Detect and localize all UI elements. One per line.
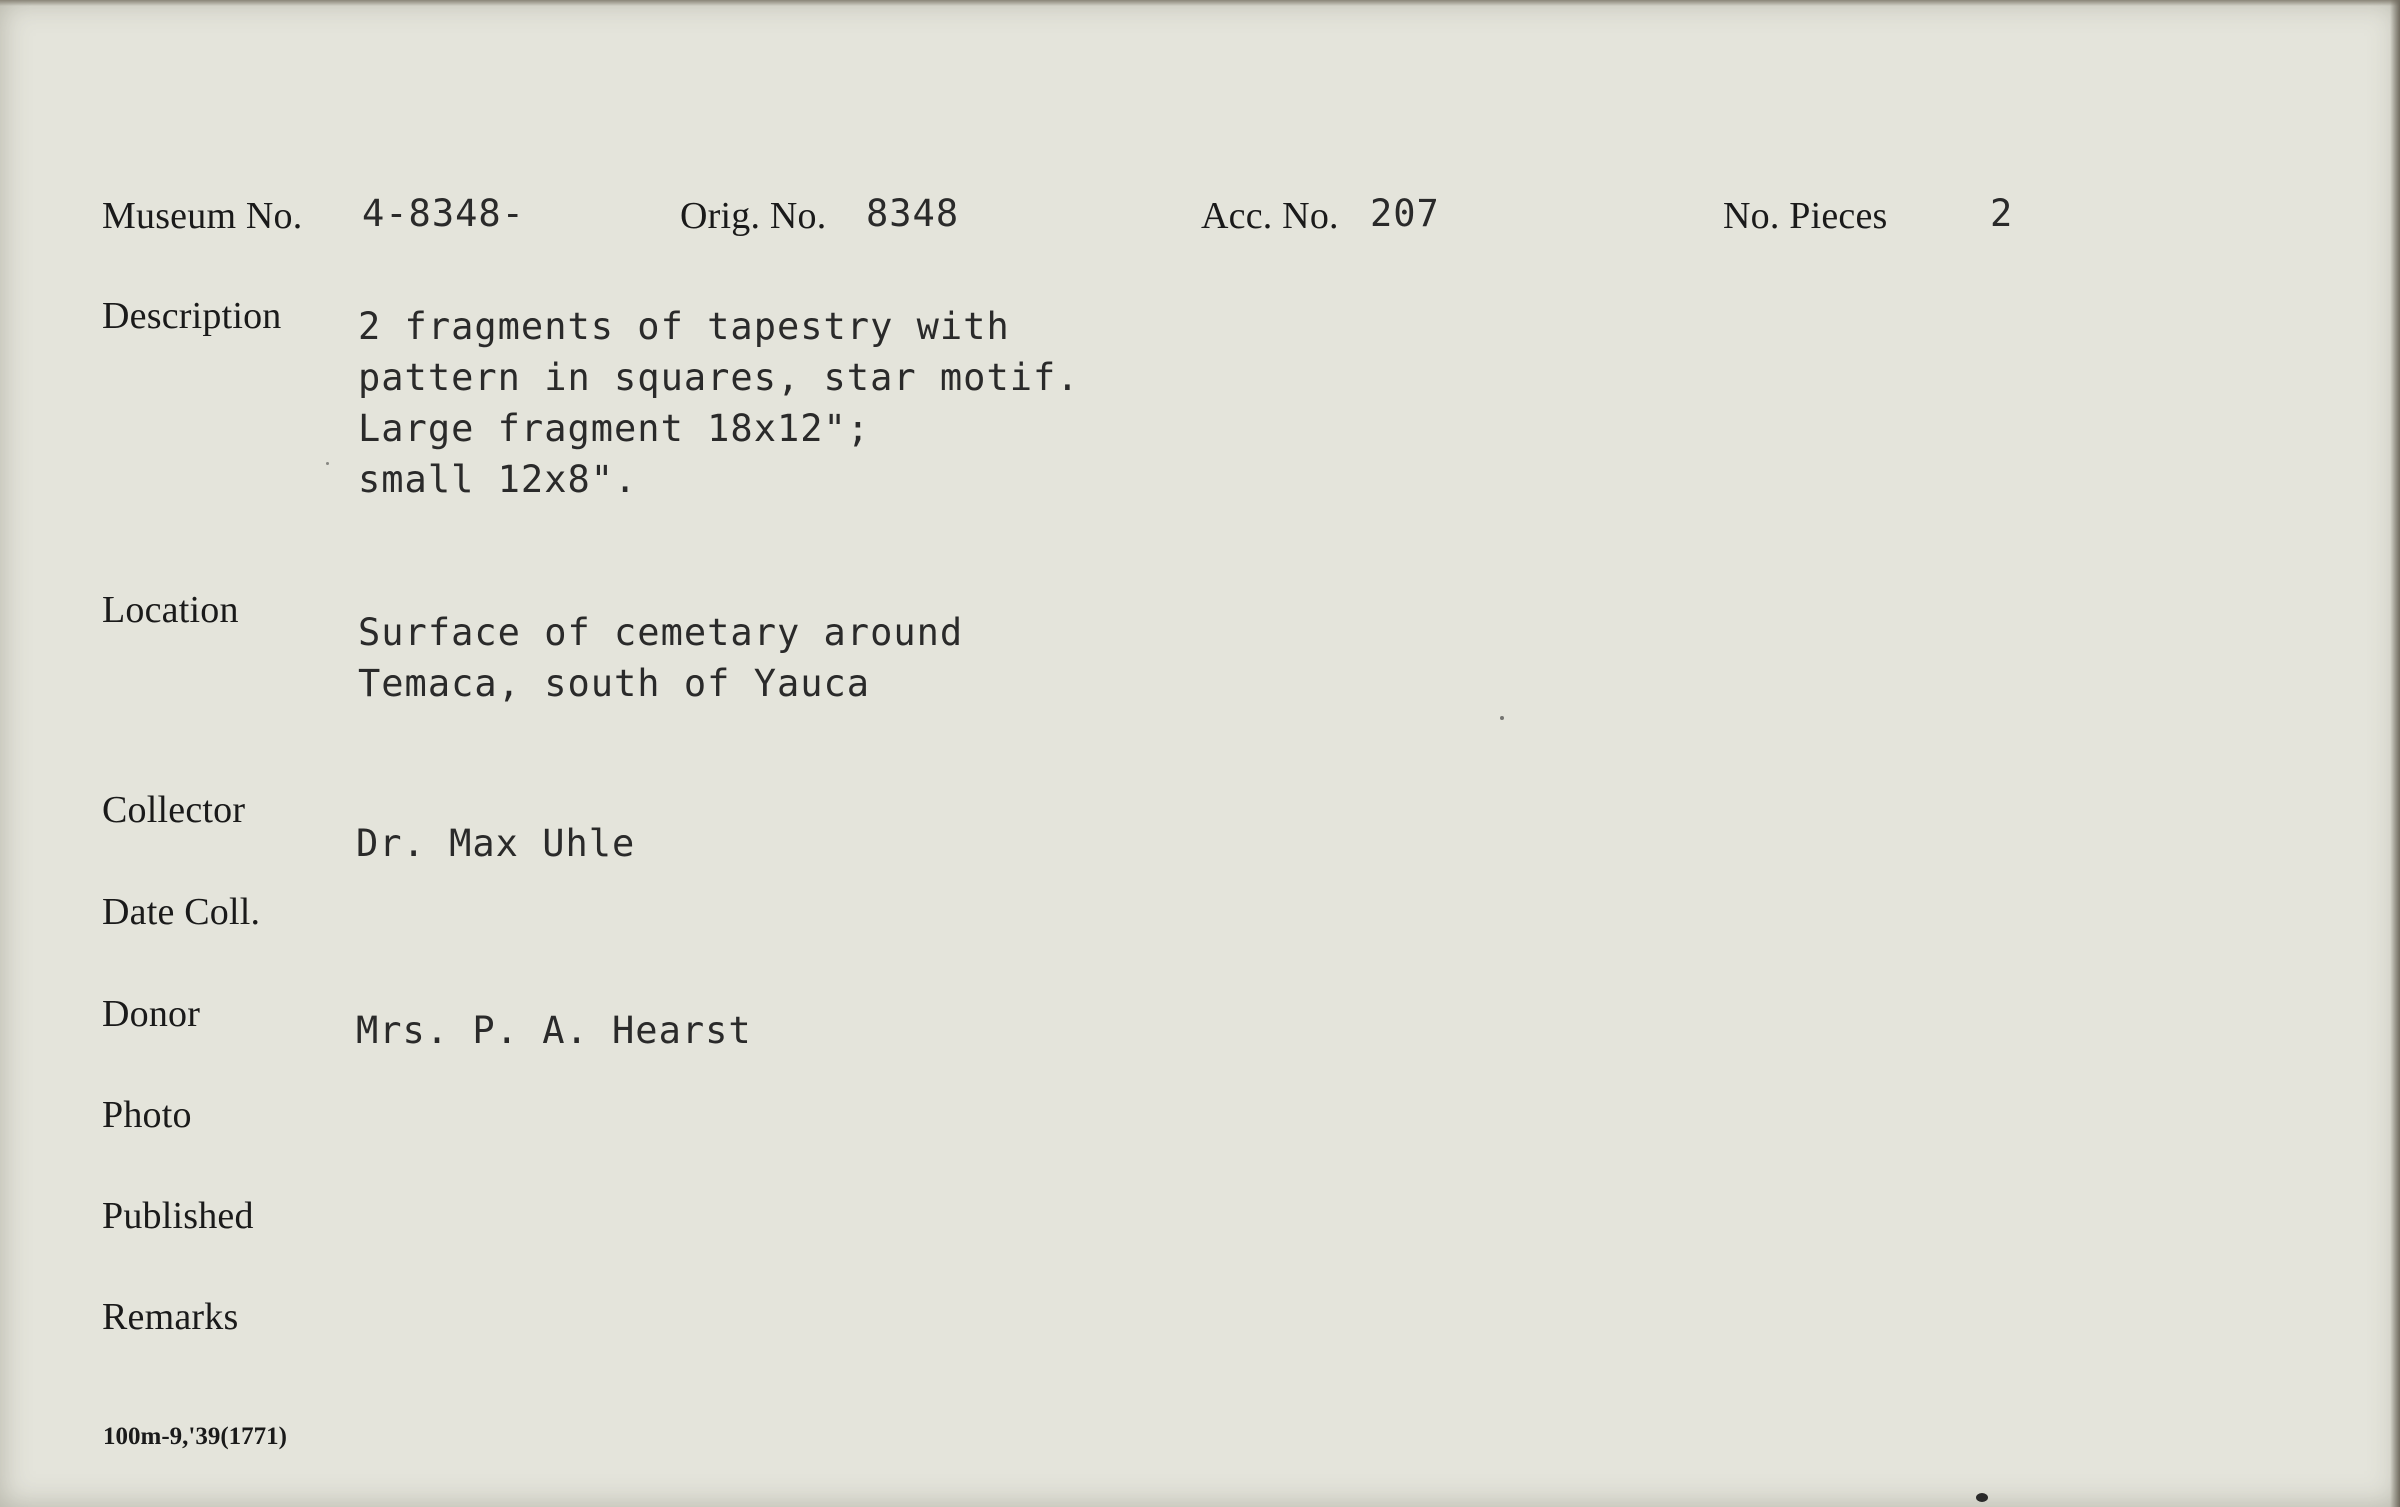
no-pieces-label: No. Pieces [1723,195,1888,237]
ink-speck [1976,1493,1988,1502]
description-label: Description [102,295,282,337]
location-label: Location [102,589,239,631]
orig-no-value: 8348 [866,192,960,235]
description-value [358,301,1080,505]
description-line: Large fragment 18x12"; [358,407,871,450]
date-coll-label: Date Coll. [102,891,261,933]
no-pieces-value: 2 [1990,192,2014,235]
description-line: pattern in squares, star motif. [358,356,1080,399]
published-label: Published [102,1195,254,1237]
location-line: Temaca, south of Yauca [358,662,871,705]
description-line: 2 fragments of tapestry with [358,305,1010,348]
location-line: Surface of cemetary around [358,611,964,654]
ink-speck [326,462,329,465]
remarks-label: Remarks [102,1296,239,1338]
print-code: 100m-9,'39(1771) [103,1423,287,1450]
ink-speck [1500,716,1504,720]
acc-no-label: Acc. No. [1201,195,1339,237]
museum-no-value: 4-8348- [362,192,525,235]
donor-value: Mrs. P. A. Hearst [356,1009,752,1052]
collector-label: Collector [102,789,246,831]
location-value [358,607,963,709]
donor-label: Donor [102,993,201,1035]
description-line: small 12x8". [358,458,638,501]
orig-no-label: Orig. No. [680,195,827,237]
photo-label: Photo [102,1094,192,1136]
acc-no-value: 207 [1370,192,1440,235]
collector-value: Dr. Max Uhle [356,822,636,865]
museum-no-label: Museum No. [102,195,303,237]
